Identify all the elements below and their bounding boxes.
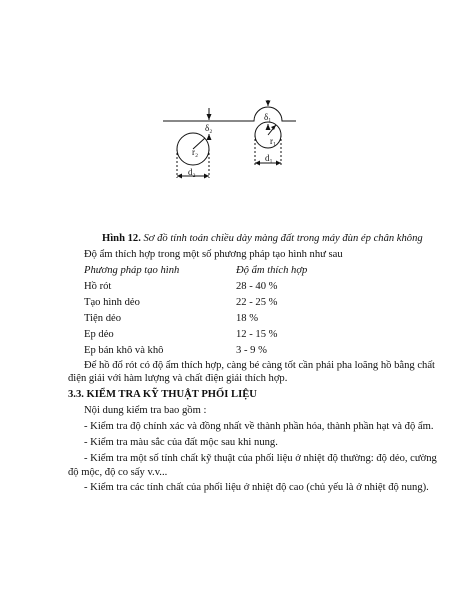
extrusion-diagram [158, 100, 298, 190]
sub-intro: Nội dung kiểm tra bao gồm : [84, 405, 207, 416]
bullet-item: - Kiểm tra độ chính xác và đồng nhất về thành phần hóa, thành phần hạt và độ ẩm. [84, 421, 434, 432]
label-r2: r₂ [192, 147, 199, 157]
label-d1: d₁ [265, 153, 273, 163]
bullet-item: - Kiểm tra một số tính chất kỹ thuật của phối liệu ở nhiệt độ thường: độ dẻo, cường [84, 453, 437, 464]
table-cell: 3 - 9 % [236, 345, 267, 356]
bullet-item-continuation: độ mộc, độ co sấy v.v... [68, 467, 168, 478]
table-cell: Ep bán khô và khô [84, 345, 164, 356]
table-cell: 18 % [236, 313, 259, 324]
table-cell: 28 - 40 % [236, 281, 278, 292]
label-delta1: δ₁ [264, 112, 272, 122]
table-header-moisture: Độ ẩm thích hợp [236, 265, 308, 276]
label-d2: d₂ [188, 167, 196, 177]
label-r1: r₁ [270, 136, 277, 146]
caption-number: Hình 12. [102, 233, 141, 244]
label-delta2: δ₂ [205, 123, 213, 133]
table-header-method: Phương pháp tạo hình [84, 265, 180, 276]
table-cell: Ep dẻo [84, 329, 114, 340]
table-cell: 22 - 25 % [236, 297, 278, 308]
note-line-2: điện giải với hàm lượng và chất điện giải thích hợp. [68, 373, 288, 384]
table-cell: Hồ rót [84, 281, 112, 292]
intro-text: Độ ẩm thích hợp trong một số phương pháp tạo hình như sau [84, 249, 343, 260]
table-cell: Tạo hình dẻo [84, 297, 140, 308]
note-line-1: Để hồ đổ rót có độ ẩm thích hợp, càng bé càng tốt cần phải pha loãng hồ bằng chất [84, 360, 435, 371]
caption-text: Sơ đồ tính toán chiều dày màng đất trong máy đùn ép chân không [140, 233, 423, 244]
table-cell: 12 - 15 % [236, 329, 278, 340]
section-heading: 3.3. KIỂM TRA KỸ THUẬT PHỐI LIỆU [68, 389, 257, 400]
table-cell: Tiện dẻo [84, 313, 121, 324]
figure-caption [102, 232, 423, 245]
bullet-item: - Kiểm tra màu sắc của đất mộc sau khi nung. [84, 437, 278, 448]
bullet-item: - Kiểm tra các tính chất của phối liệu ở nhiệt độ cao (chủ yếu là ở nhiệt độ nung). [84, 482, 429, 493]
surface-line [163, 107, 296, 121]
